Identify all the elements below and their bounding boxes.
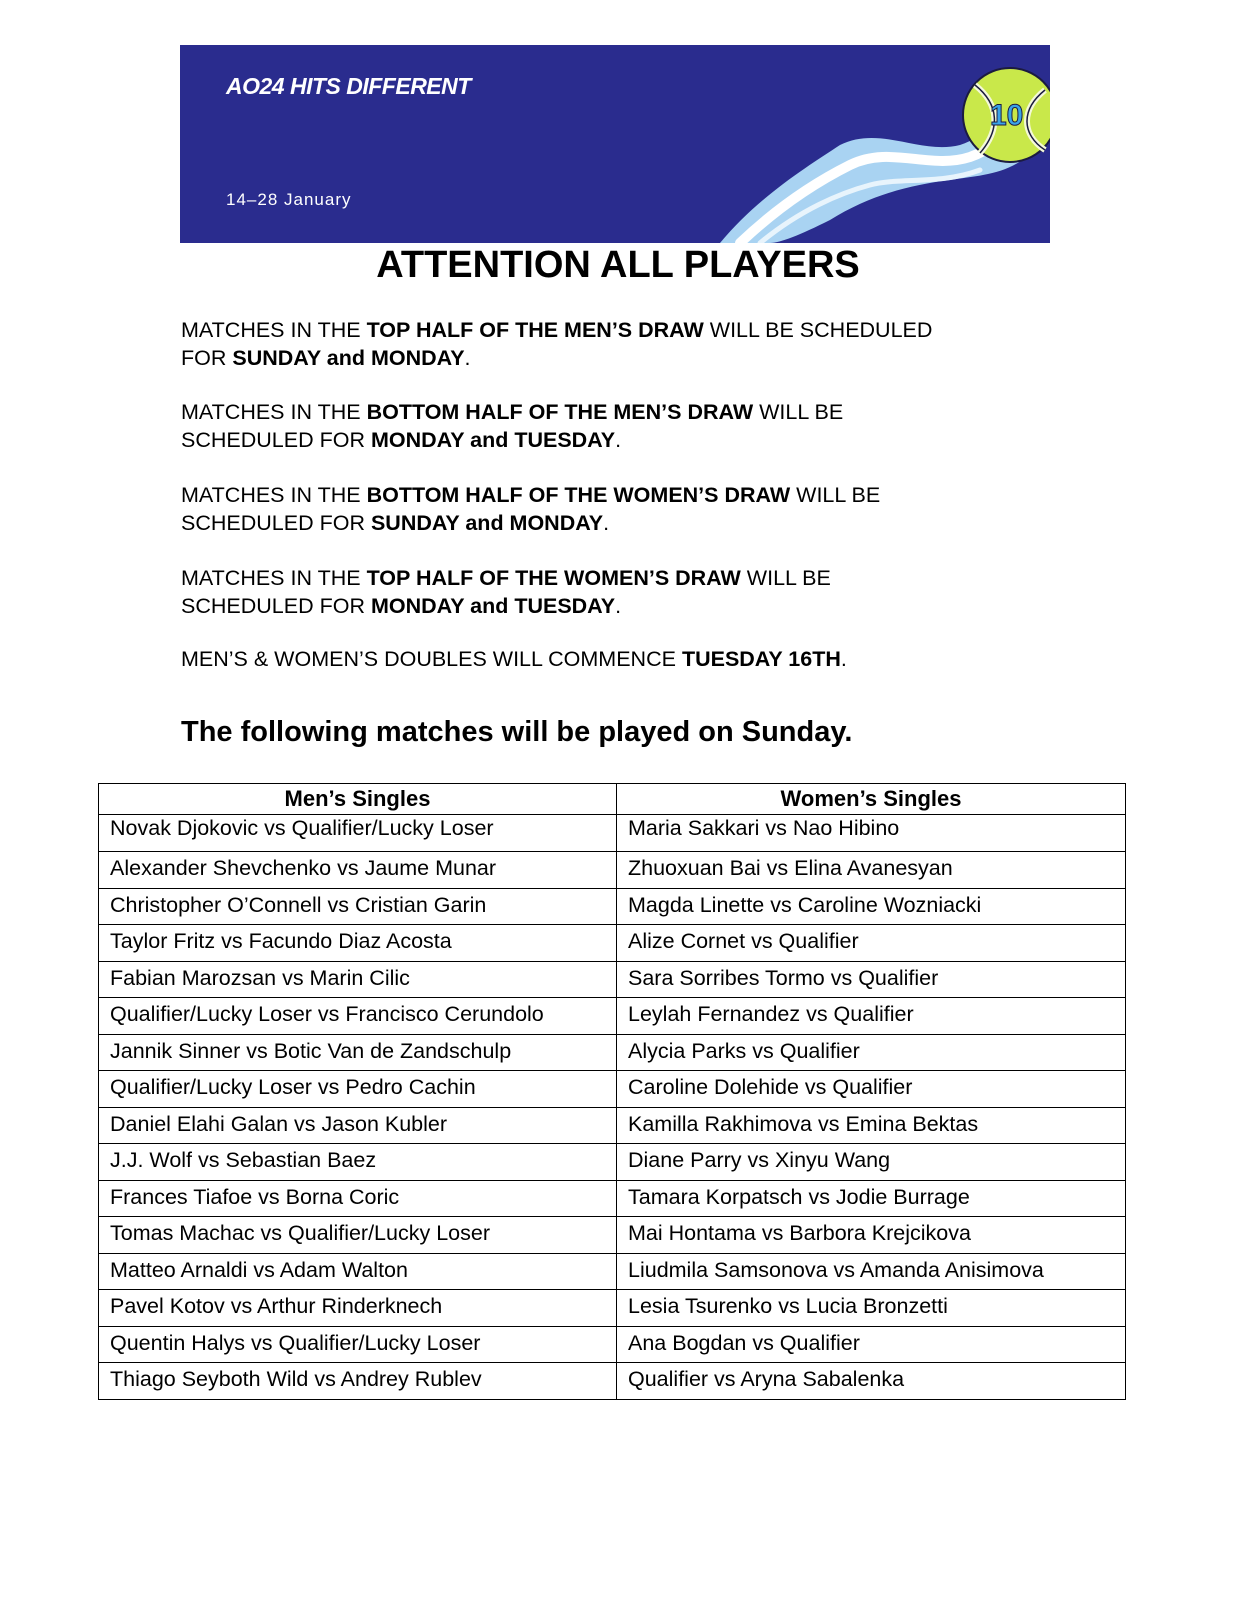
schedule-subheading: The following matches will be played on Sunday. xyxy=(181,716,853,748)
notice-text: WILL BE xyxy=(790,483,881,507)
notice-paragraph xyxy=(181,481,1041,537)
table-row xyxy=(99,1034,1126,1071)
column-header-womens-singles: Women’s Singles xyxy=(617,784,1126,815)
notice-text: . xyxy=(615,594,622,618)
table-row xyxy=(99,1326,1126,1363)
table-row xyxy=(99,1071,1126,1108)
notice-text: MATCHES IN THE xyxy=(181,483,367,507)
column-header-mens-singles: Men’s Singles xyxy=(99,784,617,815)
mens-match-cell: Qualifier/Lucky Loser vs Francisco Cerundolo xyxy=(99,998,617,1035)
tennis-ball-mascot-icon xyxy=(700,45,1050,243)
table-header-row xyxy=(99,784,1126,815)
mens-match-cell: Tomas Machac vs Qualifier/Lucky Loser xyxy=(99,1217,617,1254)
notice-emphasis: SUNDAY and MONDAY xyxy=(232,346,465,370)
womens-match-cell: Alize Cornet vs Qualifier xyxy=(617,925,1126,962)
notice-text: WILL BE xyxy=(740,566,831,590)
womens-match-cell: Zhuoxuan Bai vs Elina Avanesyan xyxy=(617,852,1126,889)
notice-paragraph xyxy=(181,316,1041,372)
table-row xyxy=(99,1217,1126,1254)
womens-match-cell: Caroline Dolehide vs Qualifier xyxy=(617,1071,1126,1108)
table-row xyxy=(99,852,1126,889)
page-title: ATTENTION ALL PLAYERS xyxy=(376,244,860,286)
mens-match-cell: Taylor Fritz vs Facundo Diaz Acosta xyxy=(99,925,617,962)
notice-text: . xyxy=(840,647,847,671)
notice-text: MEN’S & WOMEN’S DOUBLES WILL COMMENCE xyxy=(181,647,682,671)
womens-match-cell: Ana Bogdan vs Qualifier xyxy=(617,1326,1126,1363)
notice-text: WILL BE SCHEDULED xyxy=(703,318,933,342)
table-row xyxy=(99,1253,1126,1290)
notice-emphasis: TUESDAY 16TH xyxy=(681,647,841,671)
womens-match-cell: Alycia Parks vs Qualifier xyxy=(617,1034,1126,1071)
notice-text: FOR xyxy=(181,346,233,370)
notice-emphasis: MONDAY and TUESDAY xyxy=(370,428,616,452)
womens-match-cell: Diane Parry vs Xinyu Wang xyxy=(617,1144,1126,1181)
banner-dates: 14–28 January xyxy=(226,190,352,209)
mens-match-cell: Matteo Arnaldi vs Adam Walton xyxy=(99,1253,617,1290)
notice-emphasis: TOP HALF OF THE MEN’S DRAW xyxy=(366,318,704,342)
mens-match-cell: Jannik Sinner vs Botic Van de Zandschulp xyxy=(99,1034,617,1071)
notice-emphasis: BOTTOM HALF OF THE MEN’S DRAW xyxy=(366,400,754,424)
notice-text: SCHEDULED FOR xyxy=(181,428,371,452)
mens-match-cell: Daniel Elahi Galan vs Jason Kubler xyxy=(99,1107,617,1144)
mens-match-cell: J.J. Wolf vs Sebastian Baez xyxy=(99,1144,617,1181)
header-banner xyxy=(180,45,1050,243)
notice-emphasis: MONDAY and TUESDAY xyxy=(370,594,616,618)
mens-match-cell: Quentin Halys vs Qualifier/Lucky Loser xyxy=(99,1326,617,1363)
table-row xyxy=(99,925,1126,962)
womens-match-cell: Leylah Fernandez vs Qualifier xyxy=(617,998,1126,1035)
womens-match-cell: Tamara Korpatsch vs Jodie Burrage xyxy=(617,1180,1126,1217)
mens-match-cell: Pavel Kotov vs Arthur Rinderknech xyxy=(99,1290,617,1327)
womens-match-cell: Liudmila Samsonova vs Amanda Anisimova xyxy=(617,1253,1126,1290)
womens-match-cell: Qualifier vs Aryna Sabalenka xyxy=(617,1363,1126,1400)
notice-text: WILL BE xyxy=(753,400,844,424)
mens-match-cell: Qualifier/Lucky Loser vs Pedro Cachin xyxy=(99,1071,617,1108)
womens-match-cell: Mai Hontama vs Barbora Krejcikova xyxy=(617,1217,1126,1254)
table-row xyxy=(99,815,1126,852)
womens-match-cell: Sara Sorribes Tormo vs Qualifier xyxy=(617,961,1126,998)
notice-text: MATCHES IN THE xyxy=(181,318,367,342)
mens-match-cell: Christopher O’Connell vs Cristian Garin xyxy=(99,888,617,925)
mens-match-cell: Frances Tiafoe vs Borna Coric xyxy=(99,1180,617,1217)
notice-text: SCHEDULED FOR xyxy=(181,511,371,535)
notice-paragraph xyxy=(181,564,1041,620)
notice-emphasis: BOTTOM HALF OF THE WOMEN’S DRAW xyxy=(366,483,791,507)
notice-text: . xyxy=(464,346,471,370)
table-row xyxy=(99,1290,1126,1327)
notice-emphasis: TOP HALF OF THE WOMEN’S DRAW xyxy=(366,566,741,590)
womens-match-cell: Maria Sakkari vs Nao Hibino xyxy=(617,815,1126,852)
mascot-label: 10 xyxy=(990,99,1024,132)
mens-match-cell: Thiago Seyboth Wild vs Andrey Rublev xyxy=(99,1363,617,1400)
notice-text: . xyxy=(615,428,622,452)
notice-text: SCHEDULED FOR xyxy=(181,594,371,618)
womens-match-cell: Magda Linette vs Caroline Wozniacki xyxy=(617,888,1126,925)
notice-paragraph xyxy=(181,398,1041,454)
banner-slogan: AO24 HITS DIFFERENT xyxy=(226,73,471,99)
womens-match-cell: Kamilla Rakhimova vs Emina Bektas xyxy=(617,1107,1126,1144)
mens-match-cell: Alexander Shevchenko vs Jaume Munar xyxy=(99,852,617,889)
table-row xyxy=(99,1363,1126,1400)
mens-match-cell: Novak Djokovic vs Qualifier/Lucky Loser xyxy=(99,815,617,852)
notice-emphasis: SUNDAY and MONDAY xyxy=(370,511,604,535)
womens-match-cell: Lesia Tsurenko vs Lucia Bronzetti xyxy=(617,1290,1126,1327)
table-row xyxy=(99,961,1126,998)
notice-text: MATCHES IN THE xyxy=(181,566,367,590)
notice-paragraph xyxy=(181,645,1041,673)
notice-text: MATCHES IN THE xyxy=(181,400,367,424)
mens-match-cell: Fabian Marozsan vs Marin Cilic xyxy=(99,961,617,998)
table-row xyxy=(99,888,1126,925)
table-row xyxy=(99,1107,1126,1144)
table-row xyxy=(99,1180,1126,1217)
table-row xyxy=(99,998,1126,1035)
matches-table xyxy=(98,783,1126,1400)
notice-text: . xyxy=(603,511,610,535)
table-row xyxy=(99,1144,1126,1181)
